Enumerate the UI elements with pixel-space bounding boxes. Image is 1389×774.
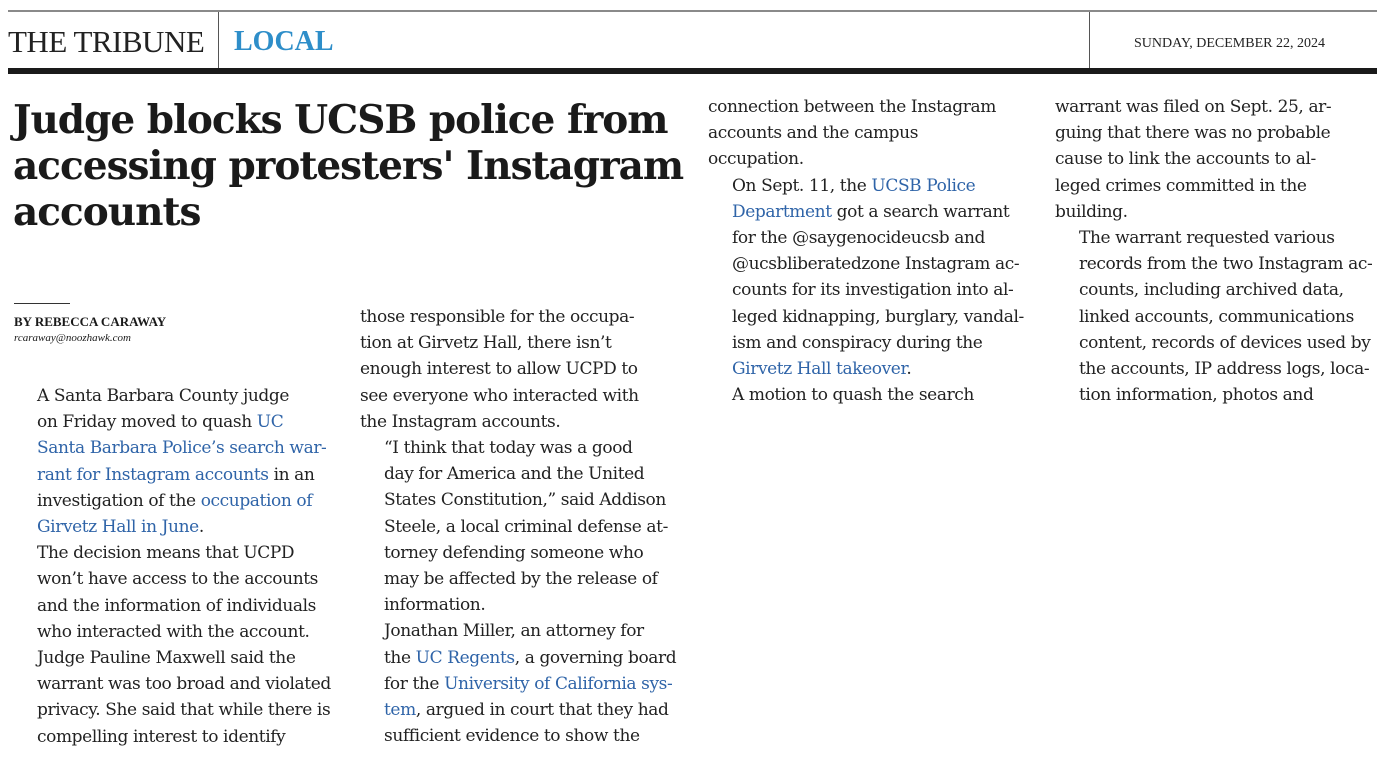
text-line — [13, 566, 331, 592]
article-link[interactable]: UC — [256, 412, 284, 433]
text-line — [360, 697, 676, 723]
text-line — [13, 435, 331, 461]
text-run: On Sept. 11, the — [732, 175, 872, 196]
text-run: , a governing board — [514, 647, 677, 668]
text-line — [1055, 304, 1372, 330]
article-paragraph — [13, 383, 331, 540]
article-paragraph — [1055, 225, 1372, 408]
article-column-4 — [1055, 94, 1372, 408]
text-line — [360, 435, 676, 461]
text-run: information. — [384, 595, 486, 616]
masthead-divider — [218, 12, 219, 70]
text-run: sufficient evidence to show the — [384, 726, 640, 747]
text-run: “I think that today was a good — [384, 438, 633, 459]
text-line — [360, 330, 676, 356]
text-line — [708, 120, 1024, 146]
text-line — [360, 723, 676, 749]
text-line — [1055, 173, 1372, 199]
article-link[interactable]: Department — [732, 201, 832, 222]
article-paragraph — [13, 645, 331, 750]
text-line — [1055, 225, 1372, 251]
text-run: tion information, photos and — [1079, 385, 1314, 406]
text-run: counts for its investigation into al- — [732, 280, 1014, 301]
text-run: @ucsbliberatedzone Instagram ac- — [732, 254, 1020, 275]
text-line — [360, 409, 676, 435]
text-line — [13, 462, 331, 488]
text-line — [1055, 146, 1372, 172]
text-run: the — [384, 647, 416, 668]
text-run: Jonathan Miller, an attorney for — [384, 621, 644, 642]
text-run: for the — [384, 673, 445, 694]
author-email[interactable]: rcaraway@noozhawk.com — [14, 332, 131, 344]
text-line — [360, 514, 676, 540]
article-link[interactable]: occupation of — [200, 490, 313, 511]
text-line — [708, 225, 1024, 251]
article-paragraph — [360, 618, 676, 749]
text-line — [1055, 251, 1372, 277]
article-paragraph — [1055, 94, 1372, 225]
article-column-2 — [360, 304, 676, 749]
text-run: building. — [1055, 201, 1128, 222]
text-line — [13, 488, 331, 514]
text-line — [1055, 277, 1372, 303]
text-line — [1055, 199, 1372, 225]
text-run: States Constitution,” said Addison — [384, 490, 666, 511]
article-paragraph — [360, 304, 676, 435]
text-run: accounts and the campus — [708, 123, 919, 144]
masthead-rule — [8, 68, 1377, 74]
article-link[interactable]: UC Regents — [415, 647, 515, 668]
article-paragraph — [360, 435, 676, 618]
paper-name[interactable]: THE TRIBUNE — [8, 24, 205, 59]
article-link[interactable]: Girvetz Hall in June — [37, 517, 199, 538]
text-run: won’t have access to the accounts — [37, 569, 318, 590]
text-run: enough interest to allow UCPD to — [360, 359, 638, 380]
text-line — [360, 540, 676, 566]
text-run: cause to link the accounts to al- — [1055, 149, 1316, 170]
byline-rule — [14, 303, 70, 304]
text-line — [708, 356, 1024, 382]
text-run: torney defending someone who — [384, 542, 644, 563]
text-line — [708, 199, 1024, 225]
text-run: . — [906, 359, 912, 380]
text-run: counts, including archived data, — [1079, 280, 1344, 301]
text-run: The warrant requested various — [1079, 228, 1335, 249]
text-line — [708, 146, 1024, 172]
text-run: those responsible for the occupa- — [360, 307, 635, 327]
text-run: The decision means that UCPD — [37, 543, 295, 564]
text-run: the accounts, IP address logs, loca- — [1079, 359, 1370, 380]
text-line — [13, 619, 331, 645]
text-line — [360, 645, 676, 671]
text-run: warrant was filed on Sept. 25, ar- — [1055, 97, 1332, 117]
text-run: for the @saygenocideucsb and — [732, 228, 986, 249]
text-run: occupation. — [708, 149, 804, 170]
headline-line: accessing protesters' Instagram — [13, 143, 684, 189]
text-line — [708, 277, 1024, 303]
text-line — [13, 514, 331, 540]
text-run: guing that there was no probable — [1055, 123, 1331, 144]
article-paragraph — [708, 382, 1024, 408]
text-run: linked accounts, communications — [1079, 306, 1354, 327]
text-run: compelling interest to identify — [37, 726, 286, 747]
headline — [13, 97, 693, 235]
text-line — [708, 304, 1024, 330]
text-line — [360, 487, 676, 513]
text-line — [360, 671, 676, 697]
text-line — [708, 330, 1024, 356]
text-run: see everyone who interacted with — [360, 385, 639, 406]
headline-line: Judge blocks UCSB police from — [13, 97, 668, 143]
text-run: . — [198, 517, 204, 538]
text-line — [360, 618, 676, 644]
text-line — [360, 566, 676, 592]
text-line — [360, 383, 676, 409]
text-line — [1055, 94, 1372, 120]
text-run: the Instagram accounts. — [360, 411, 561, 432]
text-line — [1055, 330, 1372, 356]
text-run: Judge Pauline Maxwell said the — [37, 648, 296, 669]
article-link[interactable]: Santa Barbara Police’s search war- — [37, 438, 327, 459]
article-paragraph — [13, 540, 331, 645]
text-line — [708, 94, 1024, 120]
text-line — [360, 304, 676, 330]
text-line — [13, 671, 331, 697]
text-line — [1055, 382, 1372, 408]
text-line — [13, 409, 331, 435]
article-link[interactable]: Girvetz Hall takeover — [732, 359, 907, 380]
section-label[interactable]: LOCAL — [234, 26, 334, 57]
article-paragraph — [708, 173, 1024, 383]
headline-line: accounts — [13, 189, 201, 235]
text-run: who interacted with the account. — [37, 621, 310, 642]
text-run: leged kidnapping, burglary, vandal- — [732, 306, 1024, 327]
text-run: day for America and the United — [384, 464, 645, 485]
text-line — [13, 540, 331, 566]
text-line — [1055, 356, 1372, 382]
text-run: in an — [268, 464, 315, 485]
text-run: ism and conspiracy during the — [732, 332, 983, 353]
text-line — [13, 697, 331, 723]
text-run: A Santa Barbara County judge — [37, 386, 290, 406]
article-column-1 — [13, 383, 331, 750]
masthead — [8, 10, 1377, 72]
text-run: on Friday moved to quash — [37, 412, 257, 433]
text-run: may be affected by the release of — [384, 569, 658, 590]
article-link[interactable]: rant for Instagram accounts — [37, 464, 269, 485]
text-line — [360, 461, 676, 487]
text-line — [13, 593, 331, 619]
text-run: content, records of devices used by — [1079, 332, 1371, 353]
text-line — [13, 724, 331, 750]
text-run: A motion to quash the search — [732, 385, 974, 406]
text-run: connection between the Instagram — [708, 97, 996, 117]
text-run: tion at Girvetz Hall, there isn’t — [360, 333, 612, 354]
text-run: , argued in court that they had — [415, 700, 669, 721]
text-line — [1055, 120, 1372, 146]
article-column-3 — [708, 94, 1024, 408]
text-line — [708, 251, 1024, 277]
text-run: and the information of individuals — [37, 595, 316, 616]
text-line — [13, 383, 331, 409]
text-line — [360, 356, 676, 382]
text-line — [708, 173, 1024, 199]
text-run: Steele, a local criminal defense at- — [384, 516, 668, 537]
text-line — [360, 592, 676, 618]
article-paragraph — [708, 94, 1024, 173]
text-run: leged crimes committed in the — [1055, 175, 1307, 196]
article-link[interactable]: University of California sys- — [444, 673, 673, 694]
text-line — [13, 645, 331, 671]
text-run: records from the two Instagram ac- — [1079, 254, 1373, 275]
text-run: investigation of the — [37, 490, 201, 511]
article-link[interactable]: UCSB Police — [871, 175, 976, 196]
text-run: got a search warrant — [831, 201, 1010, 222]
article-link[interactable]: tem — [384, 700, 416, 721]
text-run: privacy. She said that while there is — [37, 700, 331, 721]
byline: BY REBECCA CARAWAY — [14, 314, 167, 329]
text-line — [708, 382, 1024, 408]
text-run: warrant was too broad and violated — [37, 674, 331, 695]
issue-date: SUNDAY, DECEMBER 22, 2024 — [1134, 36, 1325, 51]
masthead-divider — [1089, 12, 1090, 70]
